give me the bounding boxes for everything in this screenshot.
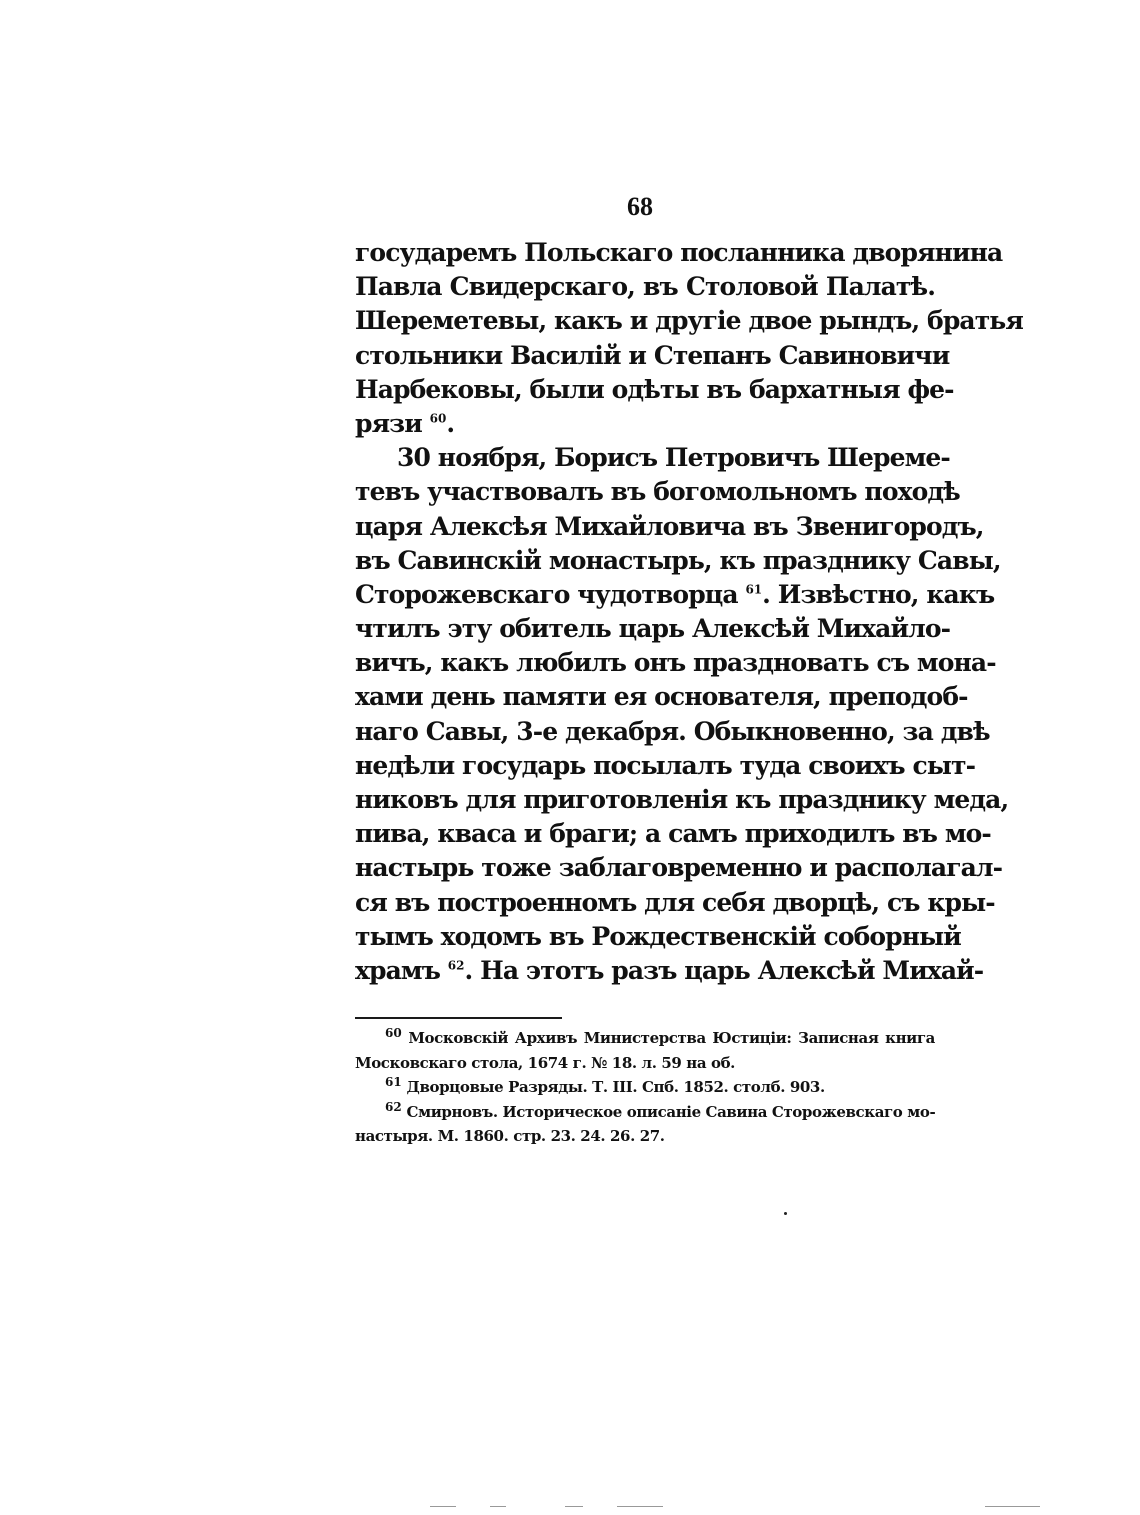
text-line: Нарбековы, были одѣты въ бархатныя фе- bbox=[355, 374, 954, 404]
text-line: чтилъ эту обитель царь Алексѣй Михайло- bbox=[355, 614, 951, 644]
text-fragment: . bbox=[446, 408, 455, 438]
footnote-ref: 61 bbox=[745, 582, 763, 597]
text-fragment: . На этотъ разъ царь Алексѣй Михай- bbox=[464, 955, 984, 985]
scan-artifact bbox=[617, 1506, 663, 1507]
text-line: тымъ ходомъ въ Рождественскій соборный bbox=[355, 921, 961, 951]
text-line: наго Савы, 3-е декабря. Обыкновенно, за двѣ bbox=[355, 716, 990, 746]
text-line: никовъ для приготовленія къ празднику меда, bbox=[355, 785, 1009, 814]
text-line bbox=[355, 578, 995, 612]
text-line: стольники Василій и Степанъ Савиновичи bbox=[355, 340, 950, 370]
scan-artifact bbox=[490, 1506, 506, 1507]
scan-artifact bbox=[985, 1506, 1040, 1507]
footnote-line: Московскаго стола, 1674 г. № 18. л. 59 на об. bbox=[355, 1053, 735, 1072]
text-line bbox=[355, 407, 935, 441]
footnote-ref: 62 bbox=[447, 958, 465, 973]
footnote-marker: 61 bbox=[385, 1075, 402, 1089]
text-line: настырь тоже заблаговременно и располагал- bbox=[355, 853, 1003, 883]
paragraph-start-line: 30 ноября, Борисъ Петровичъ Шереме- bbox=[397, 443, 950, 473]
text-line: Павла Свидерскаго, въ Столовой Палатѣ. bbox=[355, 272, 935, 302]
text-fragment: . Извѣстно, какъ bbox=[762, 579, 995, 609]
text-line: недѣли государь посылалъ туда своихъ сыт- bbox=[355, 750, 976, 780]
text-line: въ Савинскій монастырь, къ празднику Савы, bbox=[355, 545, 1001, 575]
text-line: вичъ, какъ любилъ онъ праздновать съ мона- bbox=[355, 648, 996, 678]
body-text bbox=[355, 236, 1023, 988]
text-line: Шереметевы, какъ и другіе двое рындъ, братья bbox=[355, 306, 1023, 336]
footnote-line: настыря. М. 1860. стр. 23. 24. 26. 27. bbox=[355, 1127, 665, 1145]
text-line: пива, кваса и браги; а самъ приходилъ въ мо- bbox=[355, 819, 991, 849]
scan-artifact bbox=[565, 1506, 583, 1507]
scan-artifact bbox=[430, 1506, 456, 1507]
text-fragment: рязи bbox=[355, 408, 422, 438]
footnote-ref: 60 bbox=[429, 411, 447, 426]
text-line: царя Алексѣя Михайловича въ Звенигородъ, bbox=[355, 511, 984, 541]
text-line: ся въ построенномъ для себя дворцѣ, съ кры- bbox=[355, 887, 995, 917]
footnote-marker: 60 bbox=[385, 1026, 402, 1040]
text-line bbox=[355, 954, 984, 988]
stray-dot bbox=[784, 1212, 787, 1215]
text-line: хами день памяти ея основателя, преподоб- bbox=[355, 682, 968, 712]
text-fragment: храмъ bbox=[355, 955, 440, 985]
footnote-line bbox=[355, 1026, 935, 1051]
text-line: тевъ участвовалъ въ богомольномъ походѣ bbox=[355, 477, 960, 507]
footnote-divider bbox=[355, 1017, 562, 1019]
footnote-text: Дворцовые Разряды. Т. III. Спб. 1852. столб. 903. bbox=[406, 1078, 825, 1096]
footnote-line bbox=[355, 1075, 935, 1100]
page-number: 68 bbox=[627, 192, 653, 221]
footnote-text: Смирновъ. Историческое описаніе Савина Сторожевскаго мо- bbox=[406, 1102, 936, 1121]
text-fragment: Сторожевскаго чудотворца bbox=[355, 579, 738, 609]
footnote-line bbox=[355, 1100, 935, 1125]
footnote-text: Московскій Архивъ Министерства Юстиціи: Записная книга bbox=[408, 1029, 935, 1047]
footnotes bbox=[355, 1026, 935, 1149]
text-line: государемъ Польскаго посланника дворянина bbox=[355, 238, 1003, 267]
footnote-marker: 62 bbox=[385, 1099, 402, 1114]
